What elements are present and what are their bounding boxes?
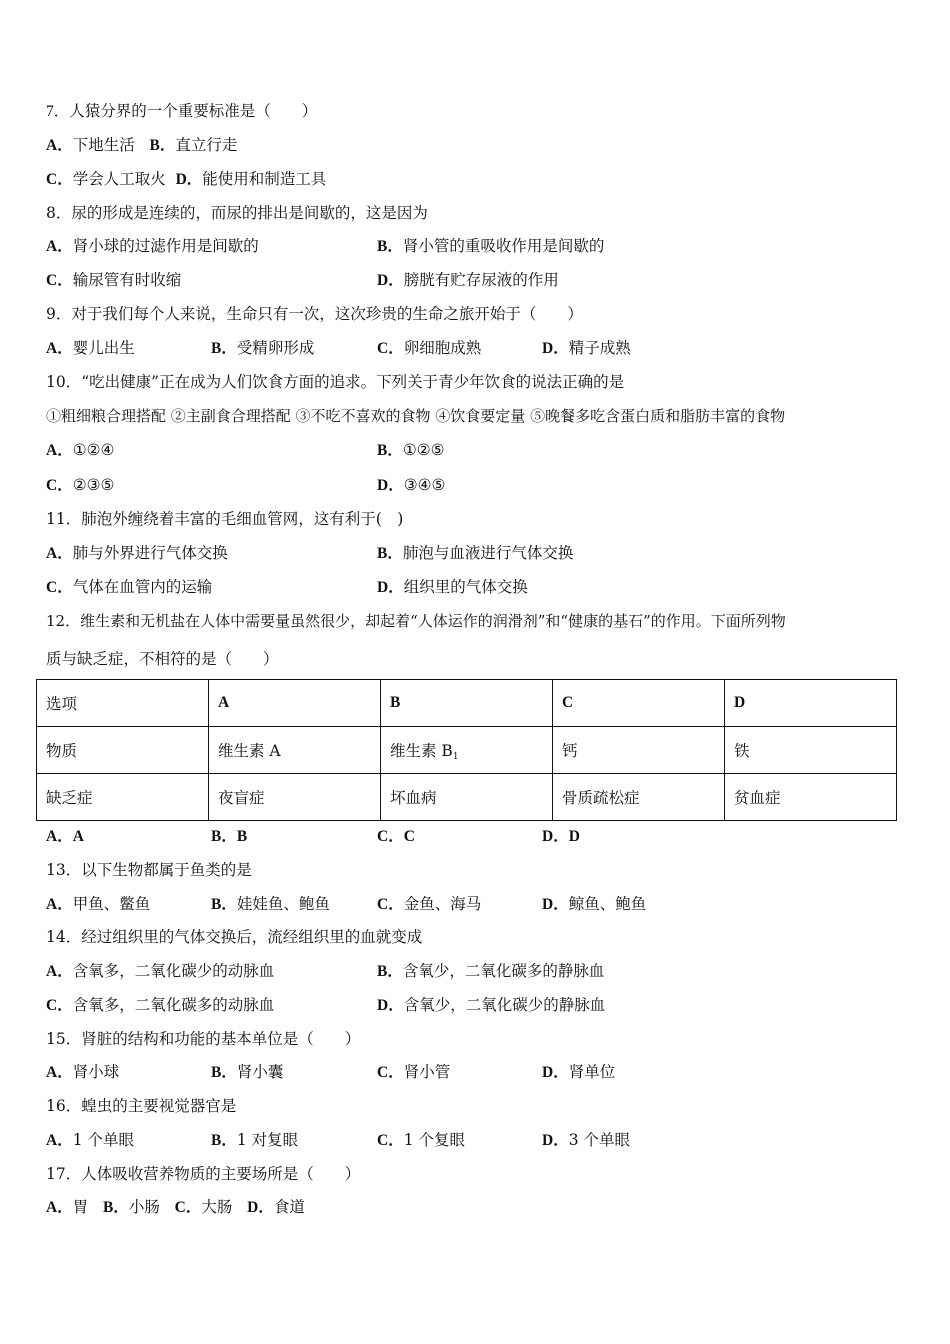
table-cell: 钙 bbox=[553, 727, 725, 774]
vitamin-b1-label: 维生素 B bbox=[390, 741, 453, 760]
question-10-option-d: D．③④⑤ bbox=[377, 476, 446, 494]
question-12-stem-line1: 12．维生素和无机盐在人体中需要量虽然很少，却起着“人体运作的润滑剂”和“健康的基石”的作用。下面所列物 bbox=[46, 612, 786, 630]
table-row bbox=[37, 727, 897, 774]
question-11-option-b: B．肺泡与血液进行气体交换 bbox=[377, 544, 574, 562]
table-cell: D bbox=[725, 680, 897, 727]
question-13-option-b: B．娃娃鱼、鲍鱼 bbox=[211, 895, 330, 913]
question-11-option-c: C．气体在血管内的运输 bbox=[46, 578, 213, 596]
question-8-stem: 8．尿的形成是连续的，而尿的排出是间歇的，这是因为 bbox=[46, 204, 428, 222]
table-header-row bbox=[37, 680, 897, 727]
table-cell: 维生素 A bbox=[209, 727, 381, 774]
table-cell: 铁 bbox=[725, 727, 897, 774]
question-9-option-b: B．受精卵形成 bbox=[211, 339, 315, 357]
question-9-stem: 9．对于我们每个人来说，生命只有一次，这次珍贵的生命之旅开始于（ ） bbox=[46, 305, 583, 323]
vitamin-b1-subscript: 1 bbox=[452, 751, 459, 762]
question-12-stem-line2: 质与缺乏症，不相符的是（ ） bbox=[46, 650, 279, 668]
question-9-option-c: C．卵细胞成熟 bbox=[377, 339, 482, 357]
question-10-stem: 10．“吃出健康”正在成为人们饮食方面的追求。下列关于青少年饮食的说法正确的是 bbox=[46, 373, 625, 391]
table-cell: 贫血症 bbox=[725, 774, 897, 821]
question-16-option-a: A．1 个单眼 bbox=[46, 1131, 134, 1149]
question-14-option-a: A．含氧多，二氧化碳少的动脉血 bbox=[46, 962, 275, 980]
question-12-option-a: A．A bbox=[46, 828, 84, 845]
question-12-option-b: B．B bbox=[211, 828, 248, 845]
question-13-option-a: A．甲鱼、鳖鱼 bbox=[46, 895, 151, 913]
question-9-option-d: D．精子成熟 bbox=[542, 339, 631, 357]
question-16-option-b: B．1 对复眼 bbox=[211, 1131, 299, 1149]
table-cell: 骨质疏松症 bbox=[553, 774, 725, 821]
table-cell: 选项 bbox=[37, 680, 209, 727]
table-cell: A bbox=[209, 680, 381, 727]
question-16-option-c: C．1 个复眼 bbox=[377, 1131, 465, 1149]
table-cell: 夜盲症 bbox=[209, 774, 381, 821]
table-cell: 坏血病 bbox=[381, 774, 553, 821]
question-8-option-c: C．输尿管有时收缩 bbox=[46, 271, 182, 289]
question-17-stem: 17．人体吸收营养物质的主要场所是（ ） bbox=[46, 1165, 361, 1183]
question-10-option-a: A．①②④ bbox=[46, 441, 115, 459]
question-15-option-c: C．肾小管 bbox=[377, 1063, 451, 1081]
question-7-options-cd: C．学会人工取火 D．能使用和制造工具 bbox=[46, 170, 327, 188]
question-14-option-d: D．含氧少，二氧化碳少的静脉血 bbox=[377, 996, 606, 1014]
question-13-stem: 13．以下生物都属于鱼类的是 bbox=[46, 861, 252, 879]
question-10-statements: ①粗细粮合理搭配 ②主副食合理搭配 ③不吃不喜欢的食物 ④饮食要定量 ⑤晚餐多吃含蛋白质和脂肪丰富的食物 bbox=[46, 407, 786, 425]
question-16-option-d: D．3 个单眼 bbox=[542, 1131, 630, 1149]
question-8-option-d: D．膀胱有贮存尿液的作用 bbox=[377, 271, 559, 289]
question-11-option-d: D．组织里的气体交换 bbox=[377, 578, 528, 596]
question-10-option-b: B．①②⑤ bbox=[377, 441, 445, 459]
question-13-option-d: D．鲸鱼、鲍鱼 bbox=[542, 895, 647, 913]
question-13-option-c: C．金鱼、海马 bbox=[377, 895, 482, 913]
question-15-stem: 15．肾脏的结构和功能的基本单位是（ ） bbox=[46, 1030, 361, 1048]
question-14-option-b: B．含氧少，二氧化碳多的静脉血 bbox=[377, 962, 605, 980]
question-12-table bbox=[36, 679, 897, 821]
table-row bbox=[37, 774, 897, 821]
question-8-option-b: B．肾小管的重吸收作用是间歇的 bbox=[377, 237, 605, 255]
question-14-stem: 14．经过组织里的气体交换后，流经组织里的血就变成 bbox=[46, 928, 423, 946]
question-15-option-d: D．肾单位 bbox=[542, 1063, 616, 1081]
question-14-option-c: C．含氧多，二氧化碳多的动脉血 bbox=[46, 996, 275, 1014]
question-8-option-a: A．肾小球的过滤作用是间歇的 bbox=[46, 237, 259, 255]
table-cell: C bbox=[553, 680, 725, 727]
question-10-option-c: C．②③⑤ bbox=[46, 476, 115, 494]
table-cell: B bbox=[381, 680, 553, 727]
question-16-stem: 16．蝗虫的主要视觉器官是 bbox=[46, 1097, 237, 1115]
question-12-option-d: D．D bbox=[542, 828, 580, 845]
question-17-options: A．胃 B．小肠 C．大肠 D．食道 bbox=[46, 1198, 305, 1216]
question-11-option-a: A．肺与外界进行气体交换 bbox=[46, 544, 228, 562]
question-11-stem: 11．肺泡外缠绕着丰富的毛细血管网，这有利于( ) bbox=[46, 510, 404, 528]
table-cell: 缺乏症 bbox=[37, 774, 209, 821]
question-7-options-ab: A．下地生活 B．直立行走 bbox=[46, 136, 238, 154]
question-15-option-a: A．肾小球 bbox=[46, 1063, 120, 1081]
question-9-option-a: A．婴儿出生 bbox=[46, 339, 135, 357]
table-cell bbox=[381, 727, 553, 774]
question-12-option-c: C．C bbox=[377, 828, 415, 845]
question-15-option-b: B．肾小囊 bbox=[211, 1063, 284, 1081]
table-cell: 物质 bbox=[37, 727, 209, 774]
question-7-stem: 7．人猿分界的一个重要标准是（ ） bbox=[46, 103, 318, 120]
